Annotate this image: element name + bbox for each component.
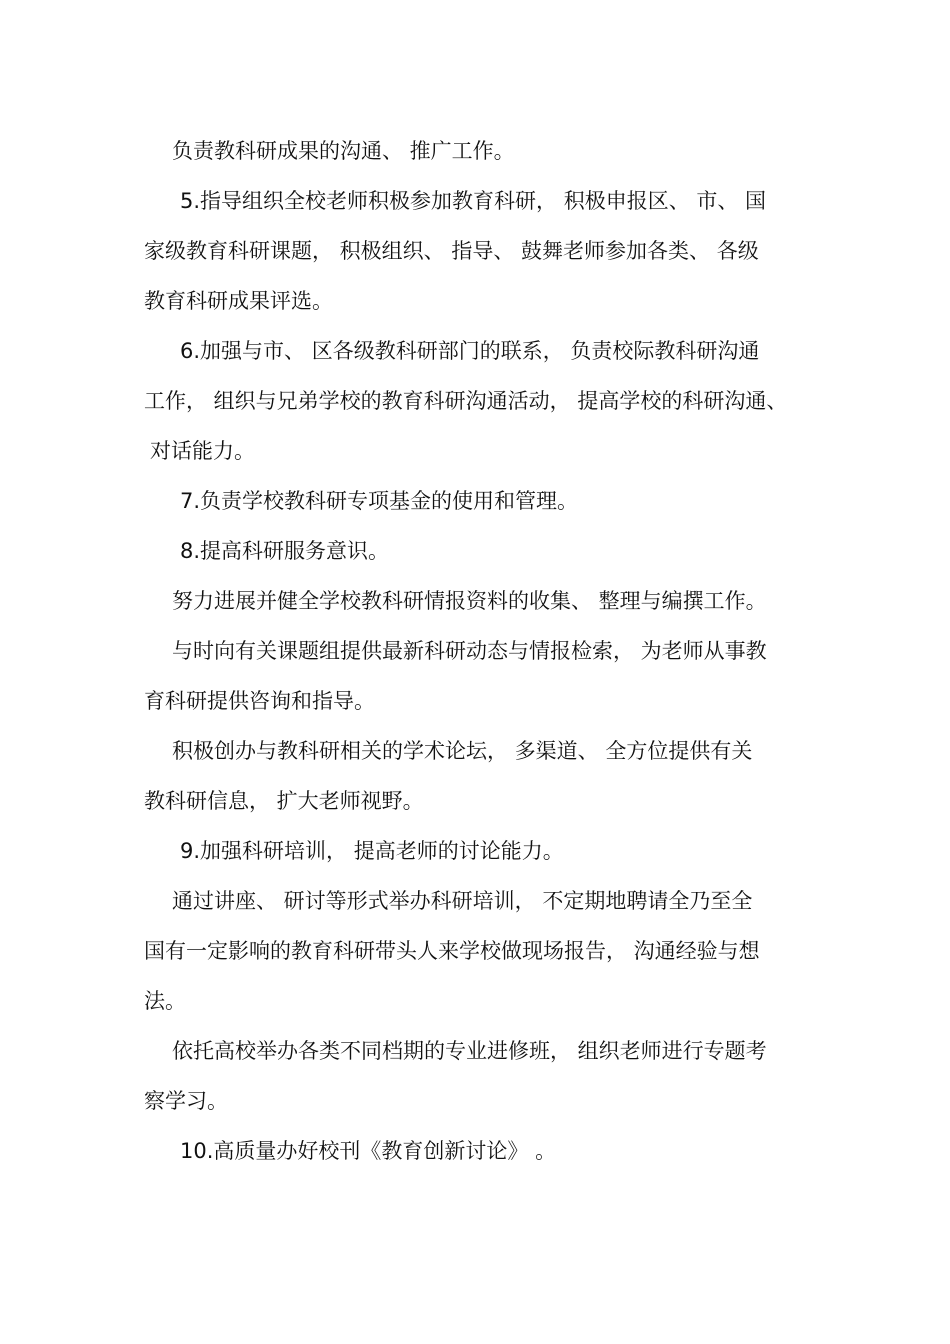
- text-line: 7.负责学校教科研专项基金的使用和管理。: [180, 489, 579, 513]
- text-line: 8.提高科研服务意识。: [180, 539, 390, 563]
- text-line: 9.加强科研培训， 提高老师的讨论能力。: [180, 839, 564, 863]
- text-line: 法。: [144, 989, 186, 1013]
- text-line: 努力进展并健全学校教科研情报资料的收集、 整理与编撰工作。: [172, 589, 767, 613]
- text-line: 教育科研成果评选。: [144, 289, 333, 313]
- text-line: 6.加强与市、 区各级教科研部门的联系， 负责校际教科研沟通: [180, 339, 760, 363]
- text-line: 对话能力。: [150, 439, 255, 463]
- text-line: 家级教育科研课题， 积极组织、 指导、 鼓舞老师参加各类、 各级: [144, 239, 759, 263]
- text-line: 教科研信息， 扩大老师视野。: [144, 789, 424, 813]
- text-line: 育科研提供咨询和指导。: [144, 689, 375, 713]
- text-line: 国有一定影响的教育科研带头人来学校做现场报告， 沟通经验与想: [144, 939, 760, 963]
- text-line: 负责教科研成果的沟通、 推广工作。: [172, 139, 515, 163]
- text-line: 通过讲座、 研讨等形式举办科研培训， 不定期地聘请全乃至全: [172, 889, 753, 913]
- text-line: 依托高校举办各类不同档期的专业进修班， 组织老师进行专题考: [172, 1039, 767, 1063]
- text-line: 工作， 组织与兄弟学校的教育科研沟通活动， 提高学校的科研沟通、: [144, 389, 788, 413]
- text-line: 5.指导组织全校老师积极参加教育科研， 积极申报区、 市、 国: [180, 189, 767, 213]
- text-line: 察学习。: [144, 1089, 228, 1113]
- text-line: 10.高质量办好校刊《教育创新讨论》 。: [180, 1139, 557, 1163]
- text-line: 与时向有关课题组提供最新科研动态与情报检索， 为老师从事教: [172, 639, 767, 663]
- text-line: 积极创办与教科研相关的学术论坛， 多渠道、 全方位提供有关: [172, 739, 753, 763]
